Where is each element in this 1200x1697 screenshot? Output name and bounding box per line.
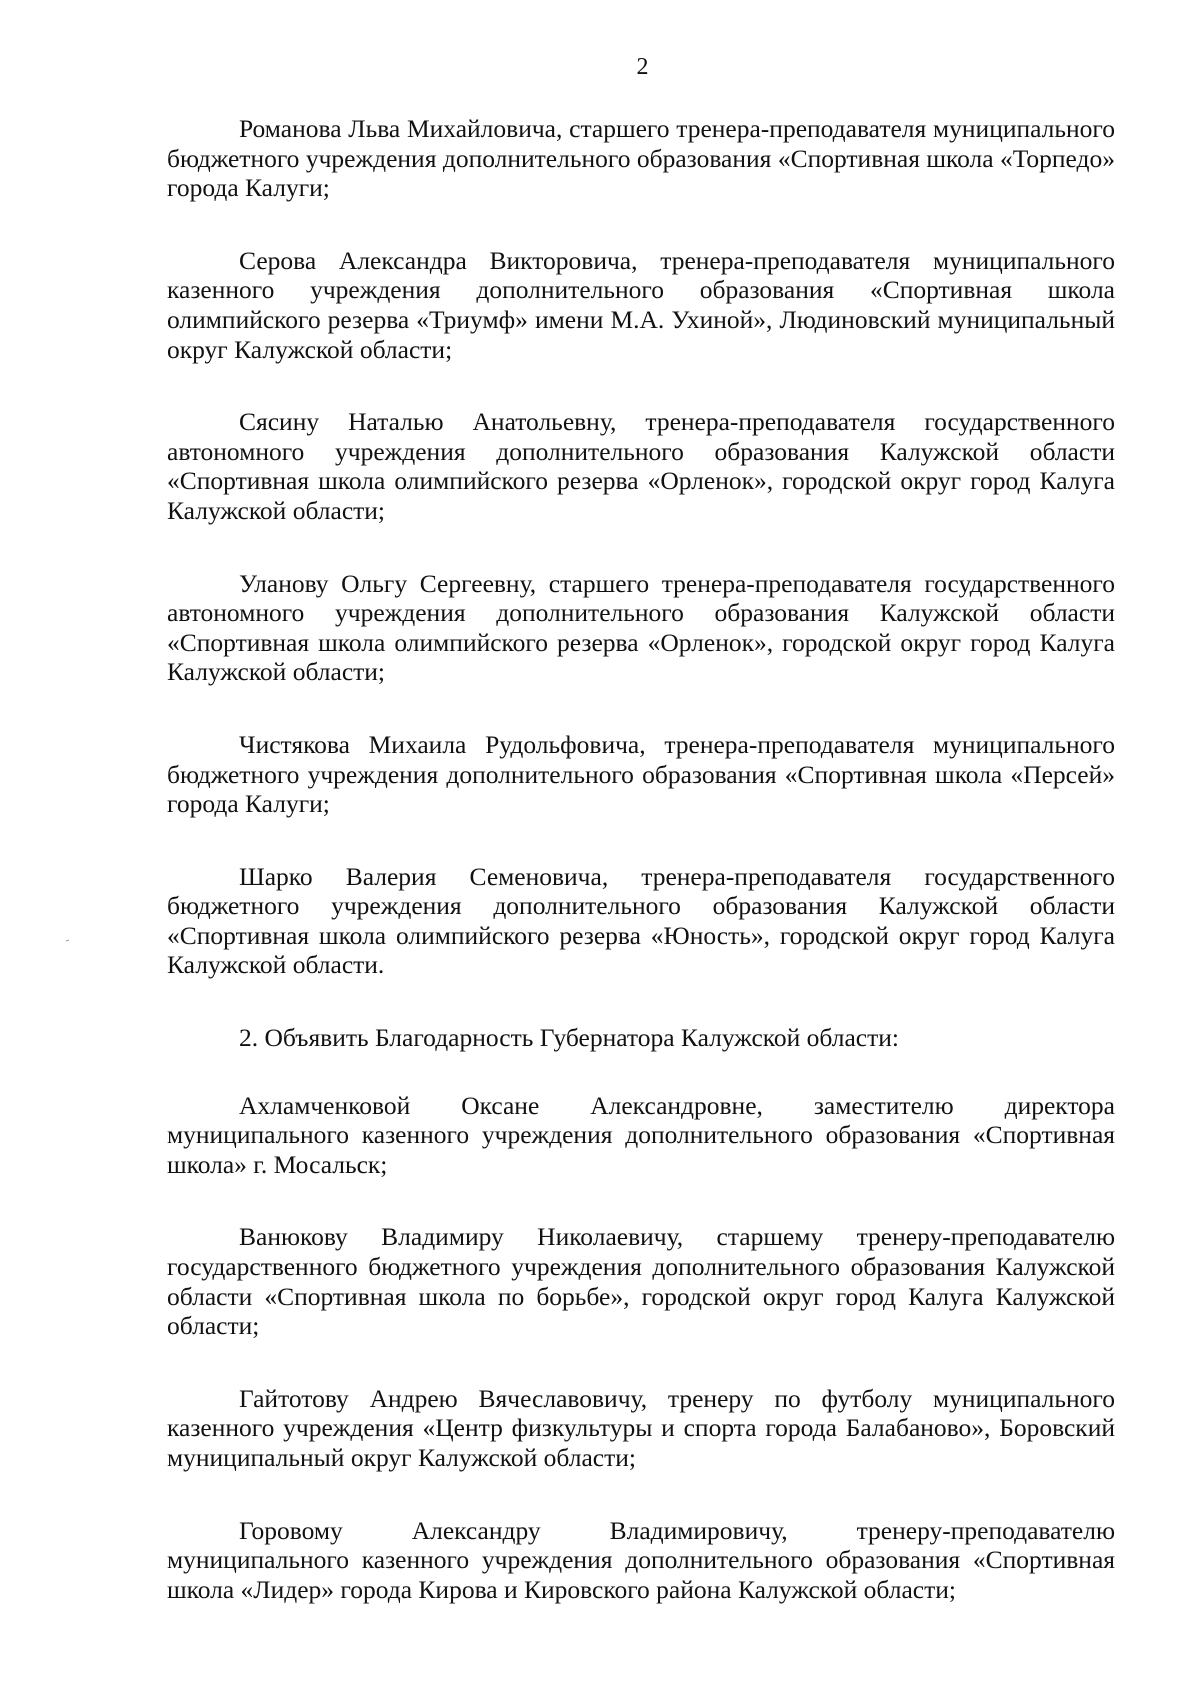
scan-speck — [66, 940, 69, 942]
paragraph-sharko: Шарко Валерия Семеновича, тренера-преподавателя государственного бюджетного учреждения дополнительного образования Калужской области «Спортивная школа олимпийского резерва «Юность», городской округ город Калуга Калужской области. — [167, 861, 1115, 980]
paragraph-syasina: Сясину Наталью Анатольевну, тренера-преподавателя государственного автономного учреждения дополнительного образования Калужской области «Спортивная школа олимпийского резерва «Орленок», городской округ город Калуга Калужской области; — [167, 407, 1115, 525]
paragraph-vanyukov: Ванюкову Владимиру Николаевичу, старшему тренеру-преподавателю государственного бюджетного учреждения дополнительного образования Калужской области «Спортивная школа по борьбе», городской округ город Калуга Калужской области; — [167, 1222, 1115, 1341]
page-number: 2 — [636, 54, 649, 80]
paragraph-serov: Серова Александра Викторовича, тренера-преподавателя муниципального казенного учреждения дополнительного образования «Спортивная школа олимпийского резерва «Триумф» имени М.А. Ухиной», Людиновский муниципальный округ Калужской области; — [167, 245, 1115, 364]
section-heading-gratitude: 2. Объявить Благодарность Губернатора Калужской области: — [239, 1023, 899, 1053]
document-body — [167, 114, 1115, 1647]
paragraph-ulanova: Уланову Ольгу Сергеевну, старшего тренера-преподавателя государственного автономного учреждения дополнительного образования Калужской области «Спортивная школа олимпийского резерва «Орленок», городской округ город Калуга Калужской области; — [167, 568, 1115, 687]
paragraph-gorovoy: Горовому Александру Владимировичу, тренеру-преподавателю муниципального казенного учреждения дополнительного образования «Спортивная школа «Лидер» города Кирова и Кировского района Калужской области; — [167, 1515, 1115, 1604]
paragraph-romanov: Романова Льва Михайловича, старшего тренера-преподавателя муниципального бюджетного учреждения дополнительного образования «Спортивная школа «Торпедо» города Калуги; — [167, 114, 1115, 203]
paragraph-gaytotov: Гайтотову Андрею Вячеславовичу, тренеру по футболу муниципального казенного учреждения «Центр физкультуры и спорта города Балабаново», Боровский муниципальный округ Калужской области; — [167, 1383, 1115, 1472]
paragraph-akhlamchenkova: Ахламченковой Оксане Александровне, заместителю директора муниципального казенного учреждения дополнительного образования «Спортивная школа» г. Мосальск; — [167, 1090, 1115, 1179]
paragraph-chistyakov: Чистякова Михаила Рудольфовича, тренера-преподавателя муниципального бюджетного учреждения дополнительного образования «Спортивная школа «Персей» города Калуги; — [167, 729, 1115, 819]
